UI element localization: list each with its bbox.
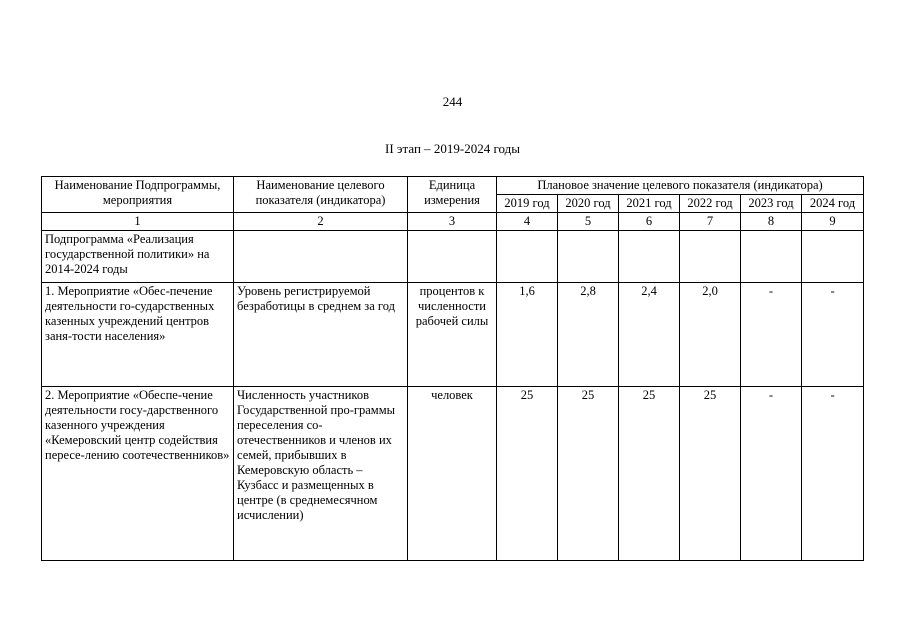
row-value: 2,4 <box>619 283 680 387</box>
row-indicator: Уровень регистрируемой безработицы в среднем за год <box>234 283 408 387</box>
column-number: 9 <box>802 213 864 231</box>
row-value: - <box>802 387 864 561</box>
row-value: 25 <box>680 387 741 561</box>
row-value: 1,6 <box>497 283 558 387</box>
column-number: 3 <box>408 213 497 231</box>
column-numbers-row <box>42 213 864 231</box>
row-indicator <box>234 231 408 283</box>
header-name: Наименование Подпрограммы, мероприятия <box>42 177 234 213</box>
row-value <box>680 231 741 283</box>
page-number: 244 <box>442 94 463 109</box>
table-row <box>42 283 864 387</box>
row-value: - <box>741 387 802 561</box>
row-value: - <box>741 283 802 387</box>
header-year: 2021 год <box>619 195 680 213</box>
row-unit <box>408 231 497 283</box>
row-value: 25 <box>558 387 619 561</box>
header-year: 2019 год <box>497 195 558 213</box>
row-value: 2,8 <box>558 283 619 387</box>
column-number: 7 <box>680 213 741 231</box>
row-name: 1. Мероприятие «Обес-печение деятельности го-сударственных казенных учреждений центров заня-тости населения» <box>42 283 234 387</box>
indicators-table <box>41 176 864 561</box>
column-number: 6 <box>619 213 680 231</box>
row-value: 25 <box>619 387 680 561</box>
row-value: 25 <box>497 387 558 561</box>
row-value <box>497 231 558 283</box>
header-year: 2023 год <box>741 195 802 213</box>
column-number: 8 <box>741 213 802 231</box>
row-value <box>802 231 864 283</box>
table-row <box>42 231 864 283</box>
row-name: 2. Мероприятие «Обеспе-чение деятельности госу-дарственного казенного учреждения «Кемеровский центр содействия пересе-лению соотечественников» <box>42 387 234 561</box>
header-indicator: Наименование целевого показателя (индикатора) <box>234 177 408 213</box>
header-year: 2020 год <box>558 195 619 213</box>
column-number: 4 <box>497 213 558 231</box>
header-year: 2024 год <box>802 195 864 213</box>
row-value <box>619 231 680 283</box>
table-row <box>42 387 864 561</box>
header-unit: Единица измерения <box>408 177 497 213</box>
row-indicator: Численность участников Государственной про-граммы переселения со-отечественников и членов их семей, прибывших в Кемеровскую область – Кузбасс и размещенных в центре (в среднемесячном исчислении) <box>234 387 408 561</box>
column-number: 2 <box>234 213 408 231</box>
row-value: - <box>802 283 864 387</box>
column-number: 1 <box>42 213 234 231</box>
row-unit: процентов к численности рабочей силы <box>408 283 497 387</box>
row-value <box>558 231 619 283</box>
header-planned: Плановое значение целевого показателя (индикатора) <box>497 177 864 195</box>
row-value <box>741 231 802 283</box>
stage-title: II этап – 2019-2024 годы <box>385 141 520 156</box>
row-unit: человек <box>408 387 497 561</box>
header-year: 2022 год <box>680 195 741 213</box>
column-number: 5 <box>558 213 619 231</box>
header-row <box>42 177 864 195</box>
row-name: Подпрограмма «Реализация государственной политики» на 2014-2024 годы <box>42 231 234 283</box>
row-value: 2,0 <box>680 283 741 387</box>
